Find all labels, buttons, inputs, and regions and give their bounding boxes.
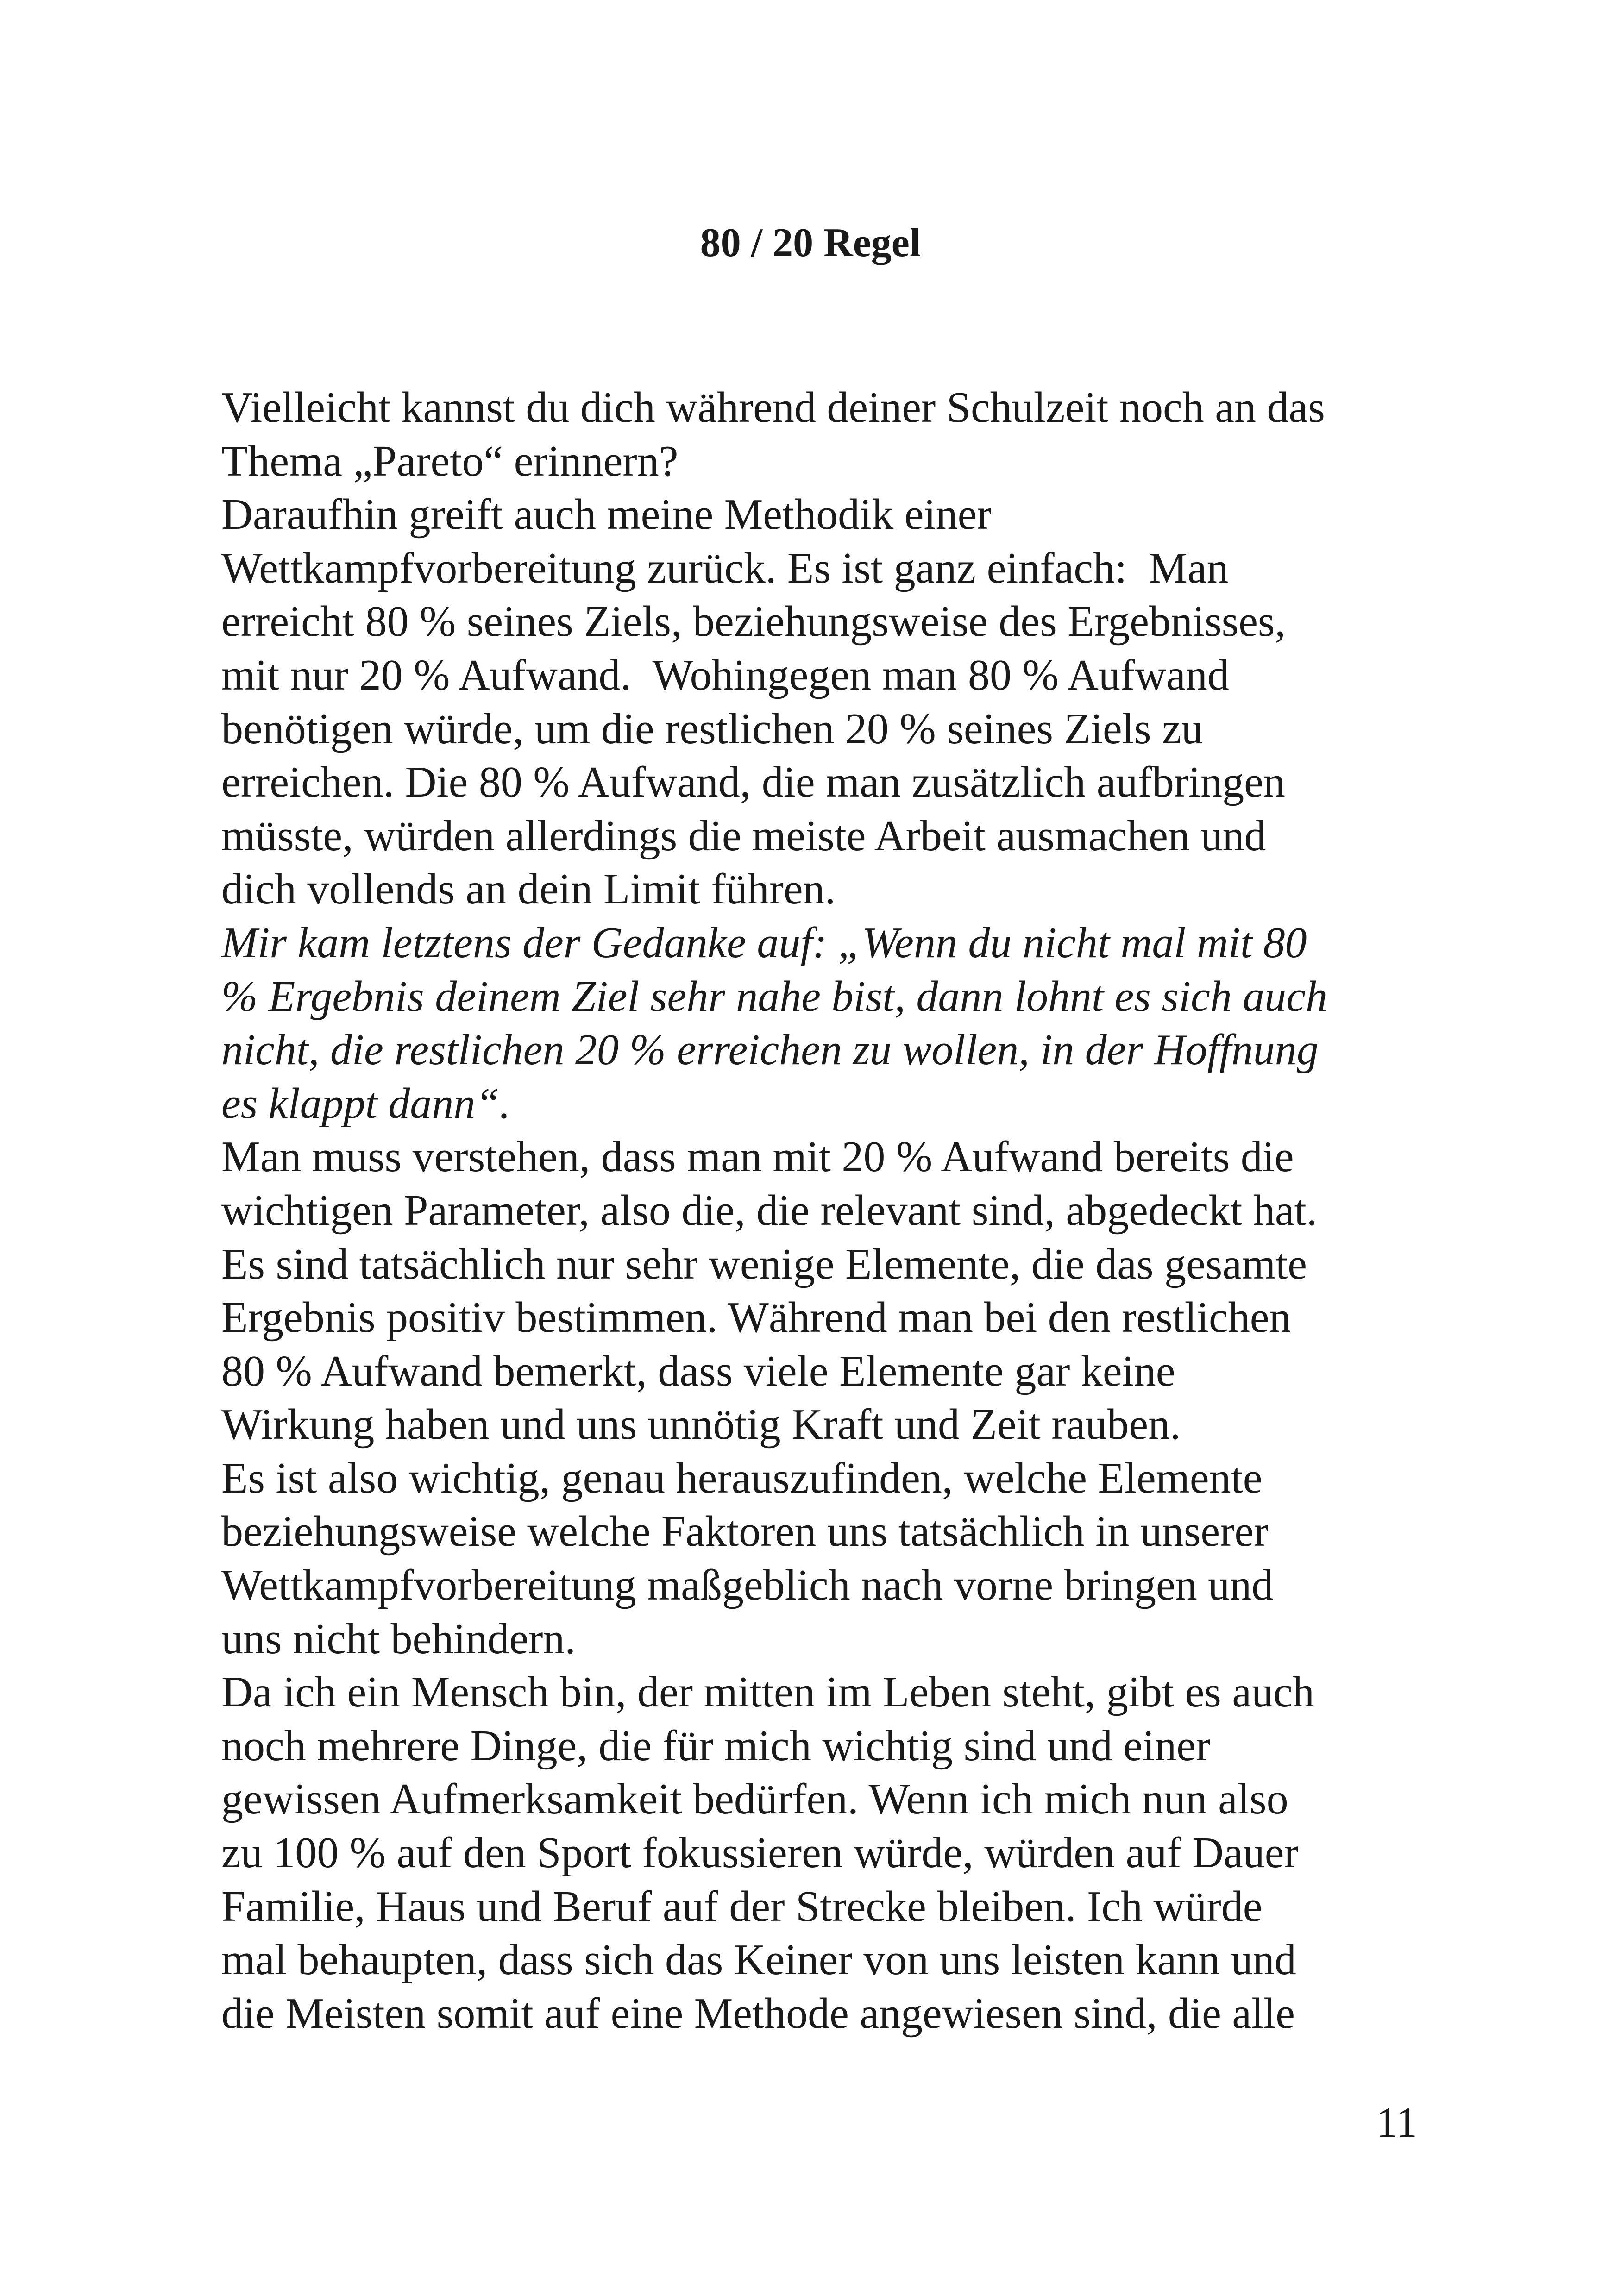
text-line: 80 % Aufwand bemerkt, dass viele Elemente gar keine: [221, 1347, 1175, 1395]
text-line: gewissen Aufmerksamkeit bedürfen. Wenn ich mich nun also: [221, 1775, 1288, 1824]
text-line: Familie, Haus und Beruf auf der Strecke bleiben. Ich würde: [221, 1882, 1263, 1931]
text-line: Es ist also wichtig, genau herauszufinden, welche Elemente: [221, 1454, 1263, 1502]
text-line: Ergebnis positiv bestimmen. Während man bei den restlichen: [221, 1293, 1291, 1342]
text-line: erreichen. Die 80 % Aufwand, die man zusätzlich aufbringen: [221, 758, 1285, 807]
text-line: zu 100 % auf den Sport fokussieren würde, würden auf Dauer: [221, 1829, 1299, 1877]
text-line: Vielleicht kannst du dich während deiner Schulzeit noch an das: [221, 383, 1325, 432]
text-line: benötigen würde, um die restlichen 20 % seines Ziels zu: [221, 704, 1203, 753]
text-line: uns nicht behindern.: [221, 1614, 576, 1663]
text-line: die Meisten somit auf eine Methode angewiesen sind, die alle: [221, 1989, 1295, 2038]
text-line: wichtigen Parameter, also die, die relevant sind, abgedeckt hat.: [221, 1186, 1318, 1235]
text-line: Da ich ein Mensch bin, der mitten im Leben steht, gibt es auch: [221, 1668, 1314, 1717]
text-line: Wettkampfvorbereitung zurück. Es ist ganz einfach: Man: [221, 544, 1229, 592]
text-line: Daraufhin greift auch meine Methodik einer: [221, 490, 992, 539]
text-line: Wettkampfvorbereitung maßgeblich nach vorne bringen und: [221, 1561, 1274, 1610]
text-line: Thema „Pareto“ erinnern?: [221, 437, 679, 485]
text-line: noch mehrere Dinge, die für mich wichtig sind und einer: [221, 1721, 1211, 1770]
text-line: beziehungsweise welche Faktoren uns tatsächlich in unserer: [221, 1507, 1269, 1556]
text-line: mit nur 20 % Aufwand. Wohingegen man 80 % Aufwand: [221, 651, 1229, 699]
page-title: 80 / 20 Regel: [700, 220, 921, 265]
quote-line: Mir kam letztens der Gedanke auf: „Wenn du nicht mal mit 80: [221, 918, 1307, 967]
text-line: mal behaupten, dass sich das Keiner von uns leisten kann und: [221, 1936, 1296, 1984]
text-line: Wirkung haben und uns unnötig Kraft und Zeit rauben.: [221, 1400, 1181, 1449]
quote-line: % Ergebnis deinem Ziel sehr nahe bist, dann lohnt es sich auch: [221, 972, 1328, 1021]
text-line: dich vollends an dein Limit führen.: [221, 865, 836, 914]
text-line: erreicht 80 % seines Ziels, beziehungsweise des Ergebnisses,: [221, 597, 1286, 646]
body-text: [221, 381, 1426, 2040]
text-line: müsste, würden allerdings die meiste Arbeit ausmachen und: [221, 811, 1266, 860]
quote-line: es klappt dann“.: [221, 1079, 511, 1128]
page-number: 11: [1376, 2099, 1417, 2146]
text-line: Es sind tatsächlich nur sehr wenige Elemente, die das gesamte: [221, 1240, 1307, 1288]
text-line: Man muss verstehen, dass man mit 20 % Aufwand bereits die: [221, 1133, 1294, 1181]
quote-line: nicht, die restlichen 20 % erreichen zu wollen, in der Hoffnung: [221, 1026, 1319, 1074]
